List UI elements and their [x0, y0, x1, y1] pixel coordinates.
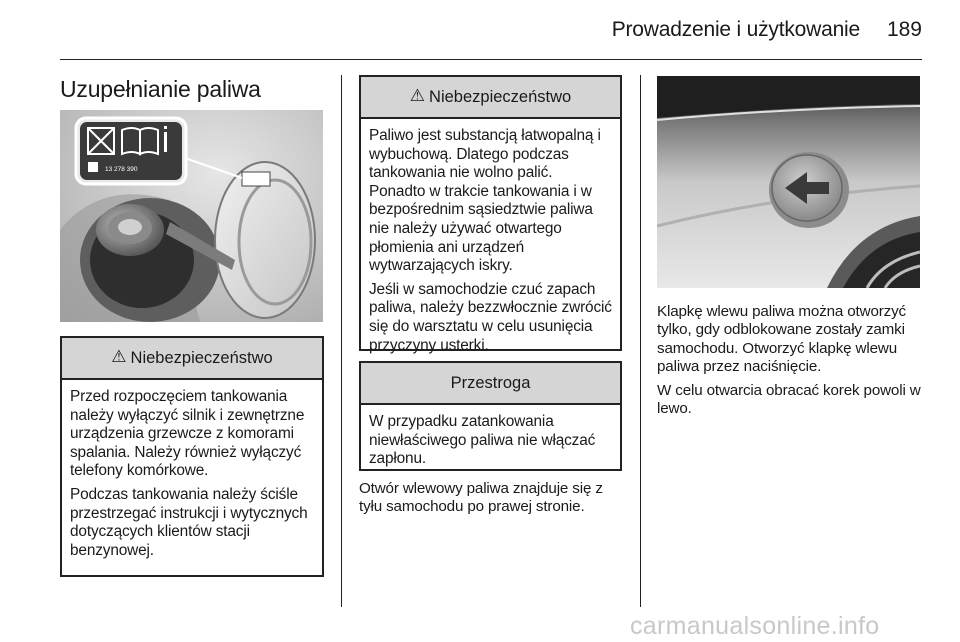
warning-triangle-icon: ⚠	[111, 347, 127, 366]
caution-box-header	[361, 363, 620, 405]
fuel-cap-label-code: 13 278 390	[105, 166, 138, 173]
column-divider-left	[341, 75, 342, 607]
caution-box-heading: Przestroga	[450, 373, 531, 392]
section-title: Uzupełnianie paliwa	[60, 76, 261, 102]
warning-box-2-body	[361, 119, 620, 366]
warning-box-1-header	[62, 338, 322, 380]
caution-box-paragraph: W przypadku zatankowania niewłaściwego paliwa nie włączać zapłonu.	[369, 413, 596, 468]
warning-triangle-icon: ⚠	[409, 86, 426, 105]
warning-box-2-heading: Niebezpieczeństwo	[429, 87, 572, 106]
fuel-cap-photo	[60, 110, 323, 322]
middle-body-text	[359, 480, 625, 522]
warning-box-1-paragraph: Podczas tankowania należy ściśle przestrzegać instrukcji i wytycznych dotyczących klientów stacji benzynowej.	[70, 485, 308, 559]
warning-box-2-paragraph: Paliwo jest substancją łatwopalną i wybuchową. Dlatego podczas tankowania nie wolno palić. Ponadto w trakcie tankowania i w bezpośrednim sąsiedztwie paliwa nie należy używać otwartego płomienia ani urządzeń wytwarzających iskry.	[369, 127, 601, 275]
fuel-cap-illustration	[60, 110, 323, 322]
body-paragraph: W celu otwarcia obracać korek powoli w lewo.	[657, 381, 921, 418]
warning-box-1-body	[62, 380, 322, 571]
watermark: carmanualsonline.info	[630, 612, 880, 640]
body-paragraph: Otwór wlewowy paliwa znajduje się z tyłu samochodu po prawej stronie.	[359, 480, 603, 516]
warning-box-1-heading: Niebezpieczeństwo	[130, 348, 273, 367]
fuel-flap-photo	[657, 76, 920, 288]
fuel-flap-illustration	[657, 76, 920, 288]
caution-box	[359, 361, 622, 471]
warning-box-1	[60, 336, 324, 577]
warning-box-2-paragraph: Jeśli w samochodzie czuć zapach paliwa, należy bezzwłocznie zwrócić się do warsztatu w celu usunięcia przyczyny usterki.	[369, 280, 612, 354]
column-divider-right	[640, 75, 641, 607]
page-header-title: Prowadzenie i użytkowanie	[611, 18, 860, 41]
caution-box-body	[361, 405, 620, 480]
warning-box-2-header	[361, 77, 620, 119]
body-paragraph: Klapkę wlewu paliwa można otworzyć tylko, gdy odblokowane zostały zamki samochodu. Otworzyć klapkę wlewu paliwa przez naciśnięcie.	[657, 303, 906, 376]
header-divider	[60, 59, 922, 60]
right-body-text	[657, 303, 925, 423]
warning-box-2	[359, 75, 622, 354]
warning-box-1-paragraph: Przed rozpoczęciem tankowania należy wyłączyć silnik i zewnętrzne urządzenia grzewcze z komorami spalania. Należy również wyłączyć telefony komórkowe.	[70, 388, 305, 480]
page-number: 189	[886, 18, 922, 41]
